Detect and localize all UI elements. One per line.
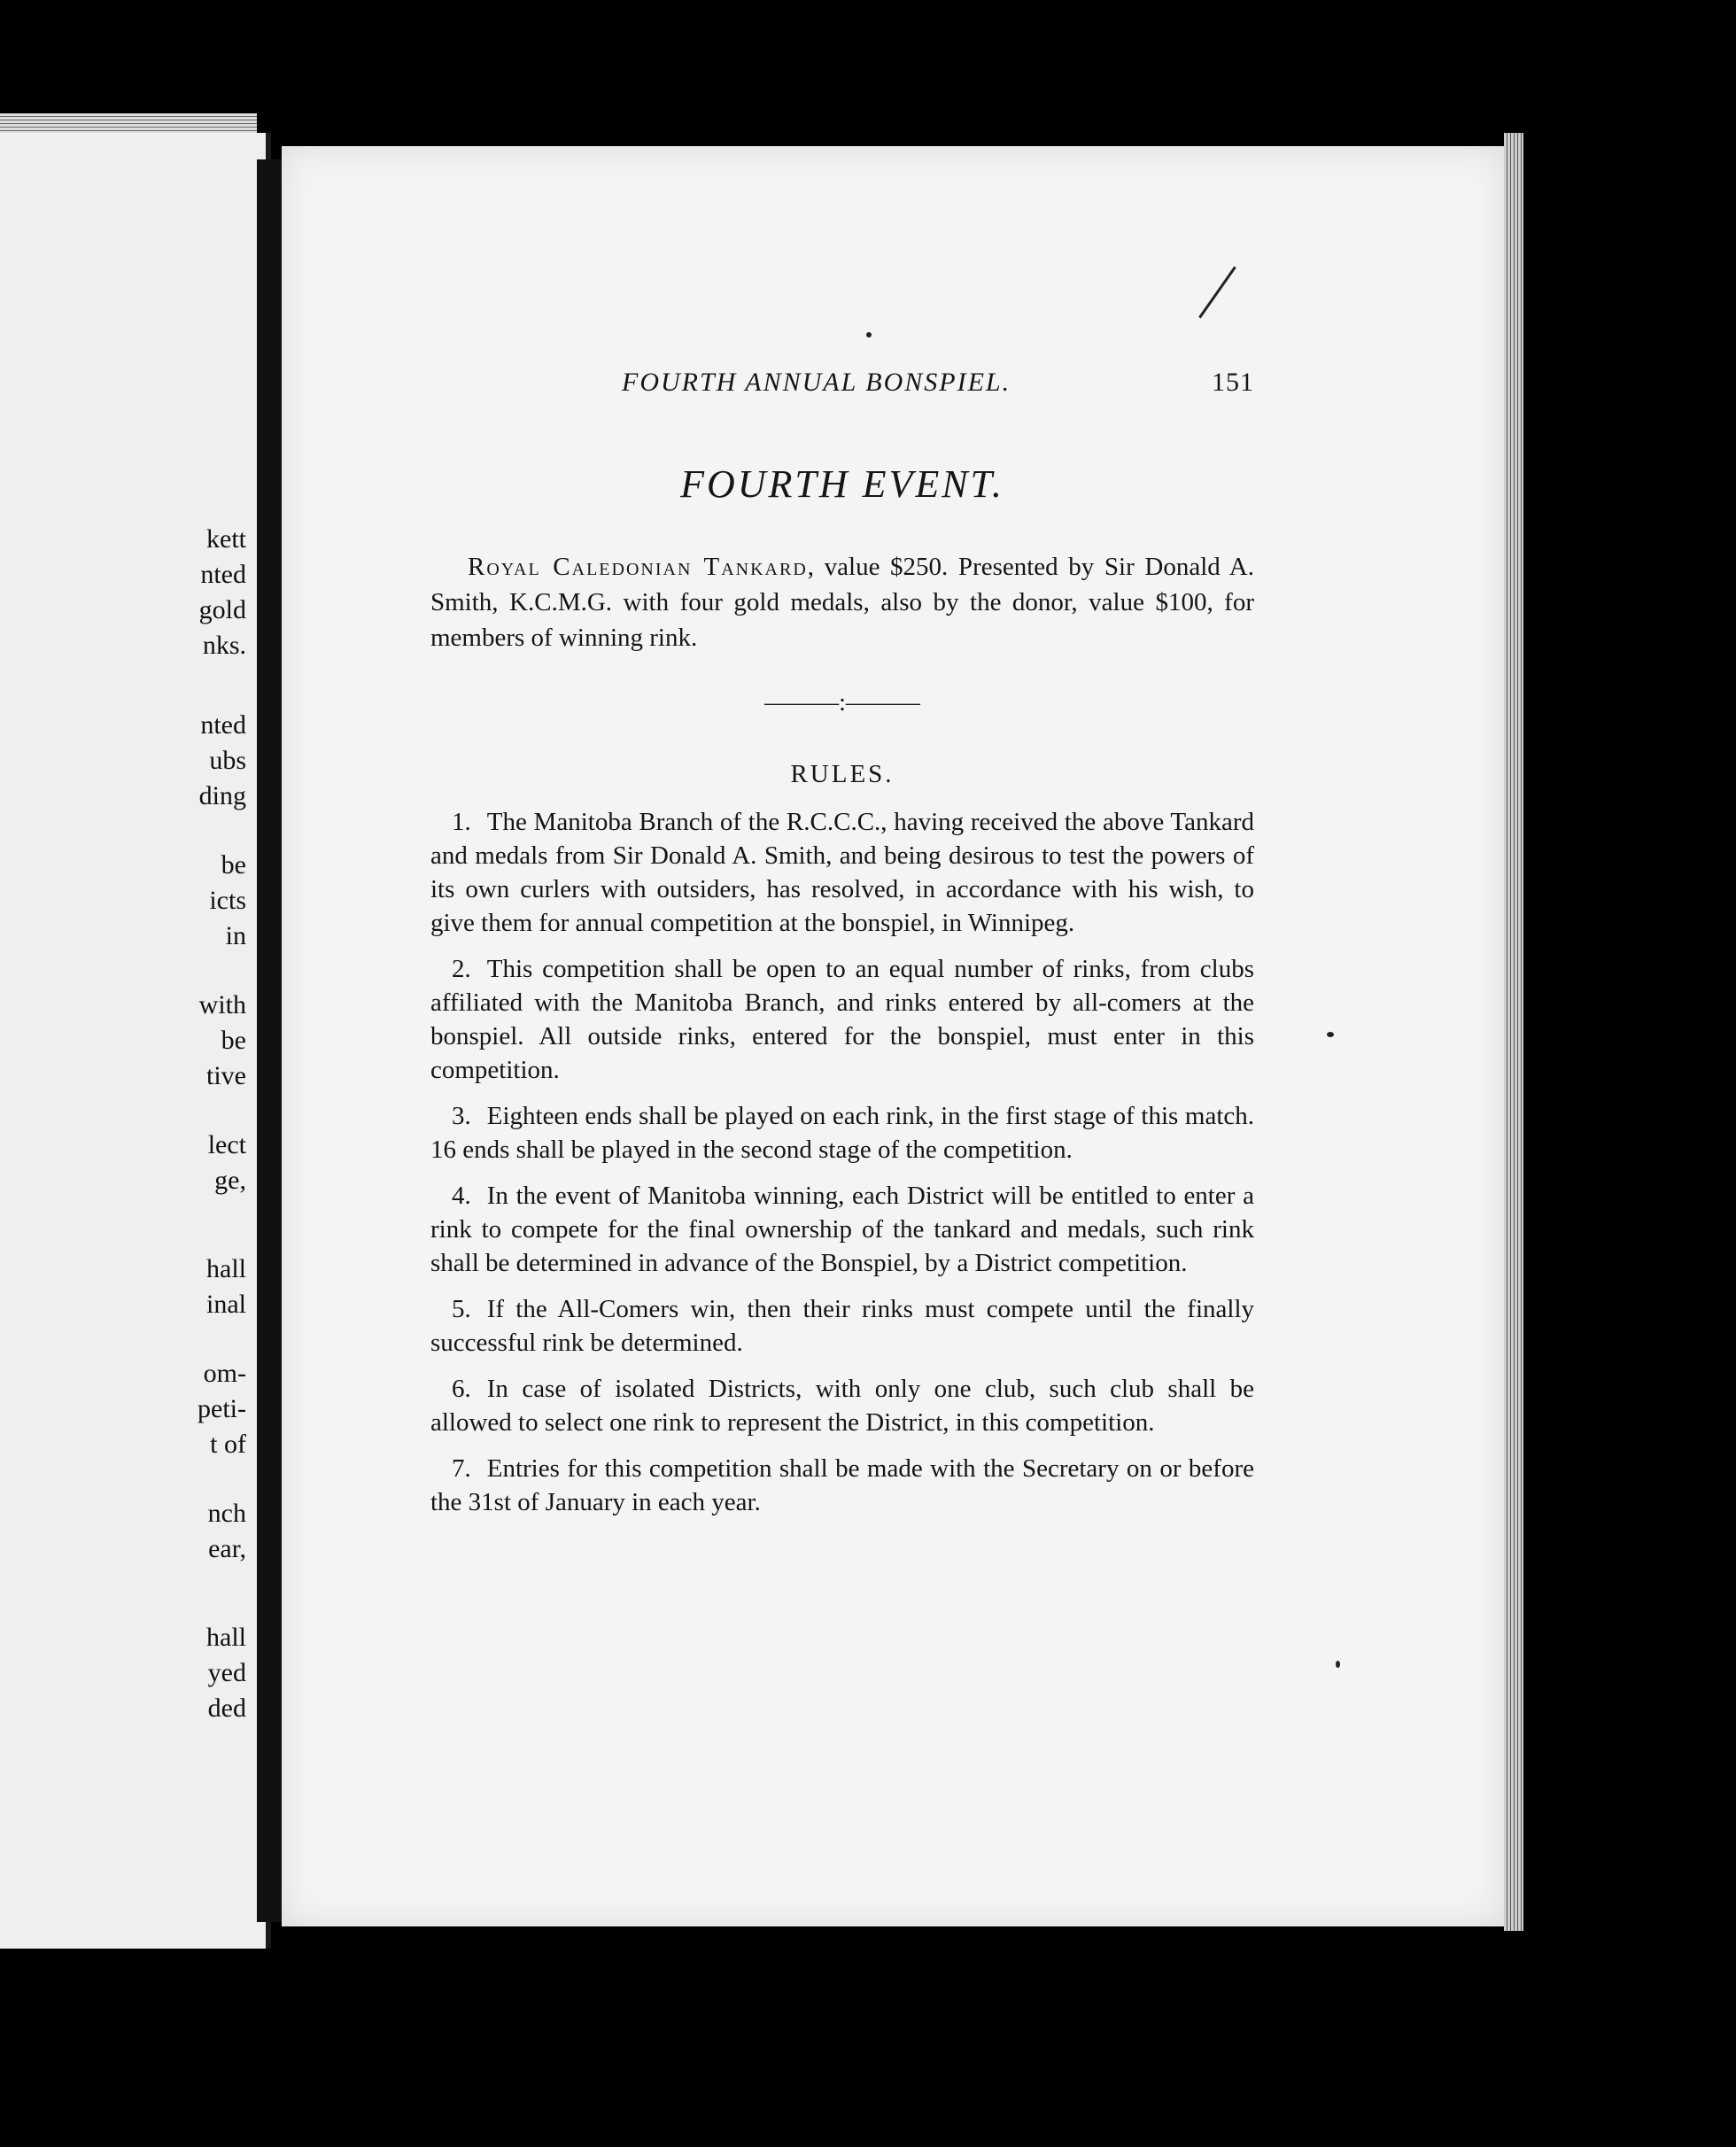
facing-page-fragment: hall xyxy=(206,1623,246,1652)
rule-number: 1. xyxy=(452,808,471,836)
speck xyxy=(1336,1661,1340,1668)
facing-page-fragment: hall xyxy=(206,1254,246,1283)
facing-page-fragment: lect xyxy=(207,1130,246,1159)
page-edge xyxy=(1504,133,1523,1931)
running-title: FOURTH ANNUAL BONSPIEL. xyxy=(622,368,1011,397)
page-content xyxy=(430,368,1254,1531)
rule-item xyxy=(430,1179,1254,1280)
rule-text: If the All-Comers win, then their rinks must compete until the finally successful rink be determined. xyxy=(430,1295,1254,1357)
rule-item xyxy=(430,805,1254,940)
event-title: FOURTH EVENT. xyxy=(680,462,1004,506)
facing-page-fragment: ge, xyxy=(214,1166,246,1195)
pencil-mark xyxy=(1198,266,1236,318)
facing-page-fragment: inal xyxy=(206,1290,246,1319)
facing-page-fragment: ubs xyxy=(209,746,246,775)
facing-page-fragment: ding xyxy=(198,781,246,810)
facing-page-fragment: gold xyxy=(198,595,246,624)
rule-item xyxy=(430,952,1254,1087)
facing-page-fragment: nted xyxy=(200,560,246,589)
rule-number: 4. xyxy=(452,1182,471,1210)
facing-page-fragment: kett xyxy=(206,524,246,554)
facing-page-fragment: om- xyxy=(203,1359,246,1388)
speck xyxy=(1327,1032,1334,1037)
rule-item xyxy=(430,1452,1254,1519)
facing-page-fragment: ded xyxy=(207,1694,246,1723)
facing-page-fragment: tive xyxy=(206,1061,246,1090)
rule-item xyxy=(430,1372,1254,1439)
page xyxy=(282,146,1504,1926)
section-divider: ———:——— xyxy=(764,689,920,717)
facing-page xyxy=(0,133,271,1949)
rule-item xyxy=(430,1099,1254,1167)
rule-text: In case of isolated Districts, with only one club, such club shall be allowed to select one rink to represent the District, in this competition. xyxy=(430,1375,1254,1437)
facing-page-fragment: be xyxy=(221,1026,246,1055)
facing-page-fragment: t of xyxy=(210,1430,246,1459)
facing-page-fragment: nted xyxy=(200,710,246,740)
tankard-name: Royal Caledonian Tankard xyxy=(468,553,808,581)
facing-page-fragment: with xyxy=(198,990,246,1019)
facing-page-fragment: nch xyxy=(207,1499,246,1528)
rule-number: 3. xyxy=(452,1102,471,1130)
speck xyxy=(866,332,872,337)
facing-page-fragment: yed xyxy=(207,1658,246,1687)
rule-text: In the event of Manitoba winning, each District will be entitled to enter a rink to compete for the final ownership of the tankard and medals, such rink shall be determined in advance of the Bonspiel, by a District competition. xyxy=(430,1182,1254,1277)
rule-number: 7. xyxy=(452,1454,471,1483)
rule-number: 5. xyxy=(452,1295,471,1323)
rules-heading: RULES. xyxy=(790,760,895,788)
rule-text: Entries for this competition shall be made with the Secretary on or before the 31st of January in each year. xyxy=(430,1454,1254,1516)
rule-text: The Manitoba Branch of the R.C.C.C., having received the above Tankard and medals from Sir Donald A. Smith, and being desirous to test the powers of its own curlers with outsiders, has resolved, in accordance with his wish, to give them for annual competition at the bonspiel, in Winnipeg. xyxy=(430,808,1254,937)
rule-text: This competition shall be open to an equal number of rinks, from clubs affiliated with the Manitoba Branch, and rinks entered by all-comers at the bonspiel. All outside rinks, entered for the bonspiel, must enter in this competition. xyxy=(430,955,1254,1084)
rule-text: Eighteen ends shall be played on each rink, in the first stage of this match. 16 ends shall be played in the second stage of the competition. xyxy=(430,1102,1254,1164)
facing-page-fragment: nks. xyxy=(202,631,246,660)
rule-item xyxy=(430,1292,1254,1360)
rule-number: 6. xyxy=(452,1375,471,1403)
facing-page-fragment: be xyxy=(221,850,246,880)
facing-page-fragment: icts xyxy=(209,886,246,915)
facing-page-fragment: peti- xyxy=(198,1394,246,1423)
facing-page-fragment: in xyxy=(225,921,246,950)
page-number: 151 xyxy=(1212,368,1254,397)
rule-number: 2. xyxy=(452,955,471,983)
intro-paragraph xyxy=(430,549,1254,655)
running-head xyxy=(430,368,1254,407)
intro-text: , value $250. Presented by Sir Donald A. Smith, K.C.M.G. with four gold medals, also by the donor, value $100, for members of winning rink. xyxy=(430,553,1254,652)
facing-page-fragment: ear, xyxy=(208,1534,246,1563)
page-stack xyxy=(0,113,257,133)
